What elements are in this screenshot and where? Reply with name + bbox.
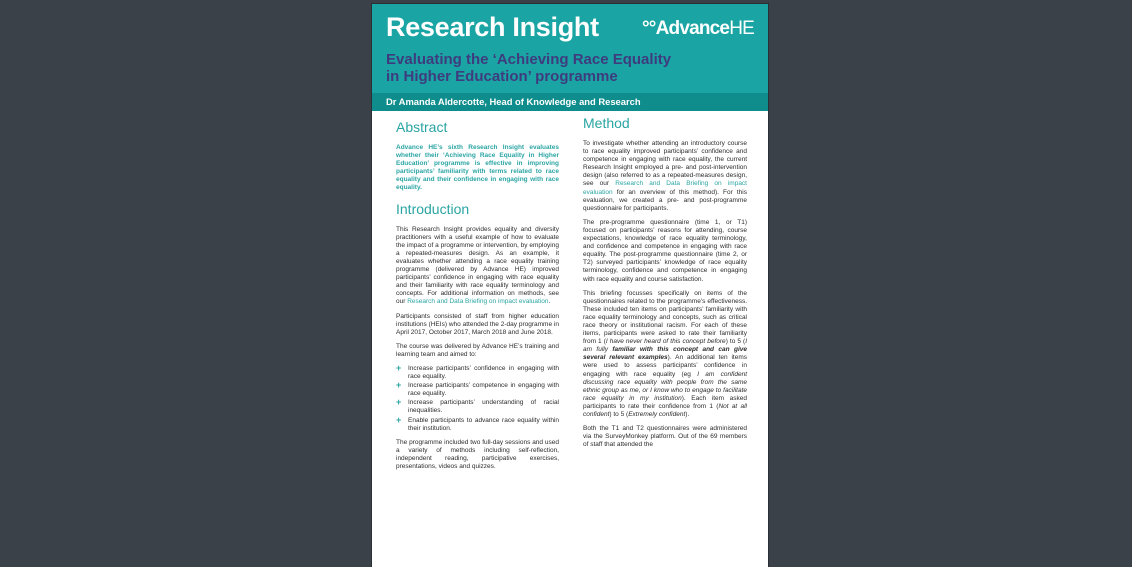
intro-p1-end: . [548, 298, 551, 306]
method-p3-e: ) to 5 ( [609, 411, 629, 418]
author-line: Dr Amanda Aldercotte, Head of Knowledge and Research [386, 96, 641, 107]
list-item-text: Increase participants’ understanding of racial inequalities. [408, 399, 559, 415]
introduction-heading: Introduction [396, 200, 470, 217]
aims-list [396, 362, 559, 433]
abstract-heading: Abstract [396, 119, 448, 135]
list-item-text: Increase participants’ confidence in engaging with race equality. [408, 364, 559, 381]
method-paragraph-2: The pre-programme questionnaire (time 1, or T1) focused on participants’ reasons for attending, course expectations, knowledge of race equality terminology, and confidence and competence in engaging with race equality. The post-programme questionnaire (time 2, or T2) surveyed participants’ knowledge of race equality terminology, confidence and competence in engaging with race equality and course satisfaction. [583, 218, 747, 283]
list-item [396, 399, 559, 415]
intro-paragraph-3: The course was delivered by Advance HE’s training and learning team and aimed to: [396, 342, 559, 358]
method-p1-end: for an overview of this method). For this evaluation, we created a pre- and post-programme questionnaire for participants. [583, 188, 747, 212]
method-paragraph-4: Both the T1 and T2 questionnaires were administered via the SurveyMonkey platform. Out of the 69 members of staff that attended the [583, 425, 747, 449]
logo-mark: °°Advance [642, 18, 730, 39]
document-subtitle [386, 51, 756, 85]
plus-icon: + [396, 397, 402, 408]
method-paragraph-1 [583, 140, 747, 213]
method-paragraph-3 [583, 290, 747, 420]
abstract-text: Advance HE’s sixth Research Insight evaluates whether their ‘Achieving Race Equality in Higher Education’ programme is effective in improving participants’ familiarity with terms related to race equality and their confidence in engaging with race equality. [396, 144, 559, 192]
method-p3-i5: Extremely confident [628, 411, 686, 418]
list-item [396, 382, 559, 398]
method-p3-i2b: familiar with this concept and can give several relevant examples [583, 346, 747, 362]
left-column [396, 119, 559, 477]
method-p3-i3: I am confident discussing race equality with people from the same ethnic group as me, or I know who to engage to facilitate race equality in my institution [583, 370, 747, 402]
method-p3-i4: Not at all confident [583, 402, 747, 418]
list-item-text: Enable participants to advance race equality within their institution. [408, 416, 559, 432]
masthead [372, 4, 768, 111]
method-p3-d: ). Each item asked participants to rate their confidence from 1 ( [583, 394, 747, 410]
list-item [396, 414, 559, 433]
method-p3-a: This briefing focusses specifically on items of the questionnaires related to the programme’s effectiveness. These included ten items on participants’ familiarity with race equality terminology and concepts, such as critical race theory or institutional racism. For each of these items, participants were asked to rate their familiarity from 1 ( [583, 289, 747, 346]
publication-title: Research Insight [386, 12, 599, 42]
intro-briefing-link[interactable]: Research and Data Briefing on impact evaluation [407, 298, 549, 306]
method-p3-i1: I have never heard of this concept before [605, 338, 726, 346]
advance-he-logo [642, 18, 754, 40]
plus-icon: + [396, 380, 402, 391]
subtitle-line-1: Evaluating the ‘Achieving Race Equality [386, 51, 672, 68]
intro-paragraph-2: Participants consisted of staff from higher education institutions (HEIs) who attended the 2-day programme in April 2017, October 2017, March 2018 and June 2018. [396, 312, 559, 336]
intro-p1-text: This Research Insight provides equality and diversity practitioners with a useful example of how to evaluate the impact of a programme or intervention, by employing a repeated-measures design. As an example, it evaluates whether attending a race equality training programme (delivered by Advance HE) improved participants’ confidence in engaging with race equality and their familiarity with race equality terminology and concepts. For additional information on methods, see our [396, 225, 559, 306]
method-p3-i2a: I am fully [583, 338, 747, 354]
method-p3-b: ) to 5 ( [725, 338, 746, 346]
list-item-text: Increase participants’ competence in engaging with race equality. [408, 382, 559, 398]
logo-suffix: HE [729, 18, 754, 39]
right-column [583, 115, 747, 455]
method-p1-text: To investigate whether attending an introductory course to race equality improved participants’ confidence and competence in engaging with race equality, the current Research Insight employed a pre- and post-intervention design (also referred to as a repeated-measures design, see our [583, 140, 747, 188]
method-briefing-link[interactable]: Research and Data Briefing on impact evaluation [583, 180, 747, 196]
intro-paragraph-4: The programme included two full-day sessions and used a variety of methods including self-reflection, independent reading, participative exercises, presentations, videos and quizzes. [396, 438, 559, 470]
method-p3-f: ). [685, 411, 690, 418]
method-p3-c: ). An additional ten items were used to assess participants’ confidence in engaging with race equality (eg [583, 354, 747, 378]
document-page [372, 4, 768, 567]
subtitle-line-2: in Higher Education’ programme [386, 68, 618, 85]
intro-paragraph-1 [396, 226, 559, 307]
author-bar [372, 93, 768, 111]
method-heading: Method [583, 115, 630, 131]
plus-icon: + [396, 362, 402, 373]
list-item [396, 362, 559, 381]
plus-icon: + [396, 414, 402, 425]
